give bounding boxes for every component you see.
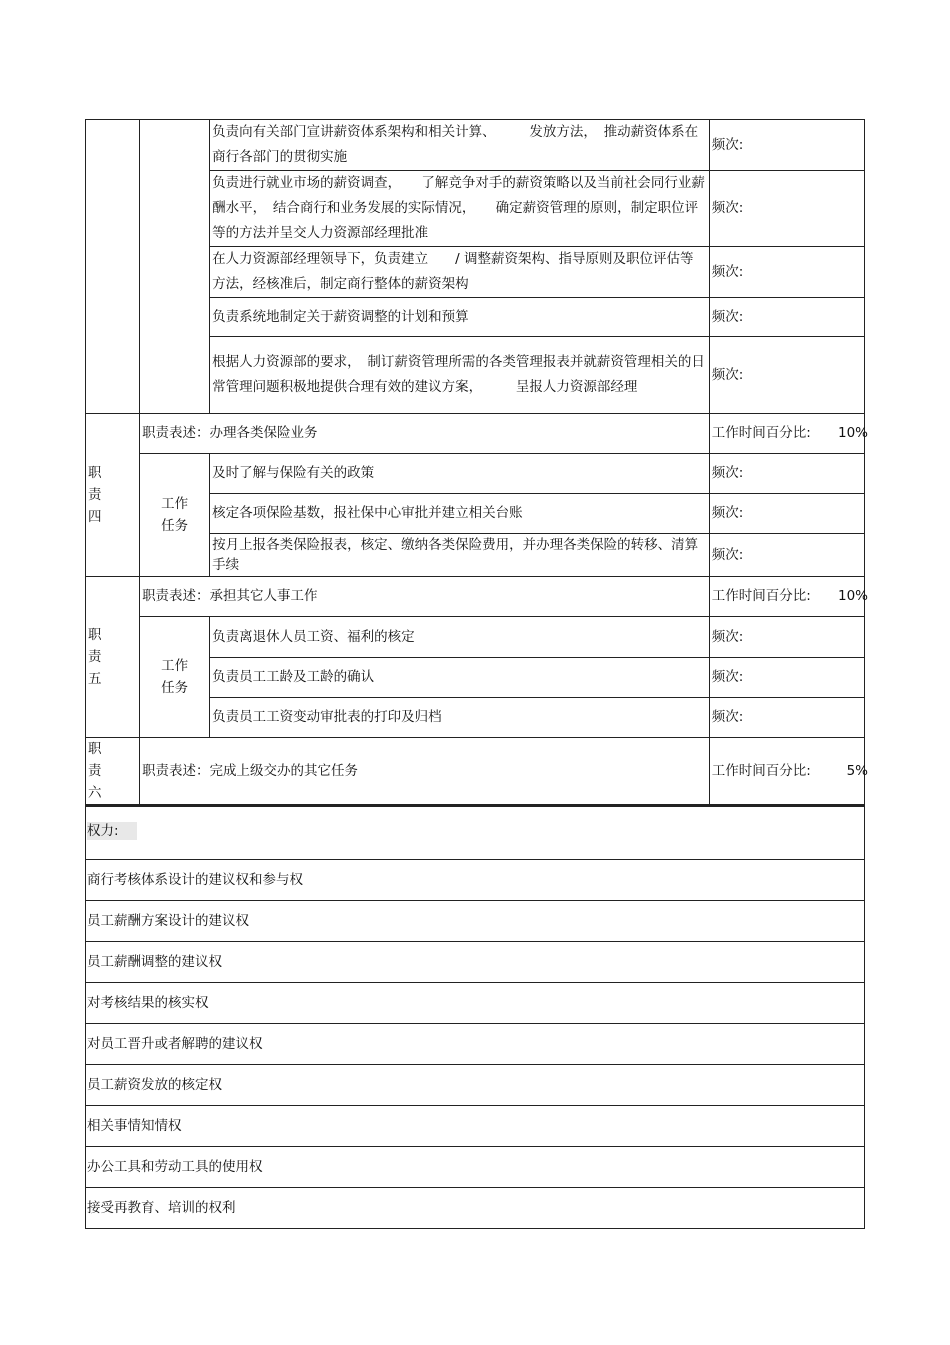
- percentage-value: 10%: [837, 425, 868, 441]
- power-item: 员工薪资发放的核定权: [86, 1065, 865, 1106]
- duties-table: [85, 119, 868, 805]
- task-frequency: 频次:: [709, 120, 864, 171]
- power-item: 商行考核体系设计的建议权和参与权: [86, 860, 865, 901]
- duty-description: 职责表述：办理各类保险业务: [140, 414, 710, 454]
- power-item: 相关事情知情权: [86, 1106, 865, 1147]
- duty-label: 职 责 五: [86, 577, 140, 738]
- power-row: [86, 1024, 865, 1065]
- task-text: 核定各项保险基数，报社保中心审批并建立相关台账: [210, 494, 710, 534]
- duty-label-cell: [86, 120, 140, 414]
- task-text: 负责员工工龄及工龄的确认: [210, 658, 710, 698]
- task-text: 负责向有关部门宣讲薪资体系架构和相关计算、 发放方法， 推动薪资体系在商行各部门的贯彻实施: [210, 120, 710, 171]
- power-row: [86, 1065, 865, 1106]
- task-frequency: 频次:: [709, 298, 864, 337]
- duty-description-row: [86, 414, 865, 454]
- power-row: [86, 860, 865, 901]
- duty-label: 职 责 六: [86, 738, 140, 805]
- task-text: 负责员工工资变动审批表的打印及归档: [210, 698, 710, 738]
- task-frequency: 频次:: [709, 658, 864, 698]
- task-text: 在人力资源部经理领导下，负责建立 / 调整薪资架构、指导原则及职位评估等方法，经核准后，制定商行整体的薪资架构: [210, 247, 710, 298]
- power-item: 办公工具和劳动工具的使用权: [86, 1147, 865, 1188]
- task-text: 负责系统地制定关于薪资调整的计划和预算: [210, 298, 710, 337]
- power-item: 对员工晋升或者解聘的建议权: [86, 1024, 865, 1065]
- work-time-percentage: [709, 414, 868, 454]
- powers-title: 权力:: [87, 822, 137, 840]
- task-frequency: 频次:: [709, 454, 864, 494]
- power-row: [86, 1188, 865, 1229]
- percentage-value: 10%: [837, 588, 868, 604]
- task-text: 负责离退休人员工资、福利的核定: [210, 617, 710, 658]
- task-text: 负责进行就业市场的薪资调查， 了解竞争对手的薪资策略以及当前社会同行业薪酬水平， 结合商行和业务发展的实际情况， 确定薪资管理的原则，制定职位评等的方法并呈交人力资源部经理批准: [210, 171, 710, 247]
- task-frequency: 频次:: [709, 617, 864, 658]
- percentage-label: 工作时间百分比:: [711, 762, 811, 779]
- duty-label: 职 责 四: [86, 414, 140, 577]
- table-row: [86, 617, 865, 658]
- task-frequency: 频次:: [709, 171, 864, 247]
- table-row: [86, 120, 865, 171]
- power-row: [86, 1147, 865, 1188]
- table-row: [86, 454, 865, 494]
- task-label-cell: [140, 120, 210, 414]
- duty-description-row: [86, 738, 865, 805]
- task-text: 根据人力资源部的要求， 制订薪资管理所需的各类管理报表并就薪资管理相关的日常管理问题积极地提供合理有效的建议方案， 呈报人力资源部经理: [210, 337, 710, 414]
- task-text: 及时了解与保险有关的政策: [210, 454, 710, 494]
- power-item: 员工薪酬调整的建议权: [86, 942, 865, 983]
- power-row: [86, 942, 865, 983]
- task-frequency: 频次:: [709, 337, 864, 414]
- task-frequency: 频次:: [709, 698, 864, 738]
- power-row: [86, 901, 865, 942]
- task-frequency: 频次:: [709, 247, 864, 298]
- task-label: 工作 任务: [140, 454, 210, 577]
- work-time-percentage: [709, 577, 868, 617]
- powers-table: [85, 805, 865, 1229]
- task-frequency: 频次:: [709, 494, 864, 534]
- task-frequency: 频次:: [709, 534, 864, 577]
- job-description-document: [85, 119, 868, 1229]
- duty-description-row: [86, 577, 865, 617]
- power-row: [86, 983, 865, 1024]
- percentage-label: 工作时间百分比:: [711, 588, 811, 604]
- power-item: 接受再教育、培训的权利: [86, 1188, 865, 1229]
- percentage-value: 5%: [846, 762, 868, 779]
- duty-description: 职责表述：承担其它人事工作: [140, 577, 710, 617]
- power-row: [86, 1106, 865, 1147]
- percentage-label: 工作时间百分比:: [711, 425, 811, 441]
- task-label: 工作 任务: [140, 617, 210, 738]
- duty-description: 职责表述：完成上级交办的其它任务: [140, 738, 710, 805]
- work-time-percentage: [709, 738, 868, 805]
- power-item: 员工薪酬方案设计的建议权: [86, 901, 865, 942]
- power-item: 对考核结果的核实权: [86, 983, 865, 1024]
- task-text: 按月上报各类保险报表，核定、缴纳各类保险费用，并办理各类保险的转移、清算手续: [210, 534, 710, 577]
- powers-header-row: [86, 806, 865, 860]
